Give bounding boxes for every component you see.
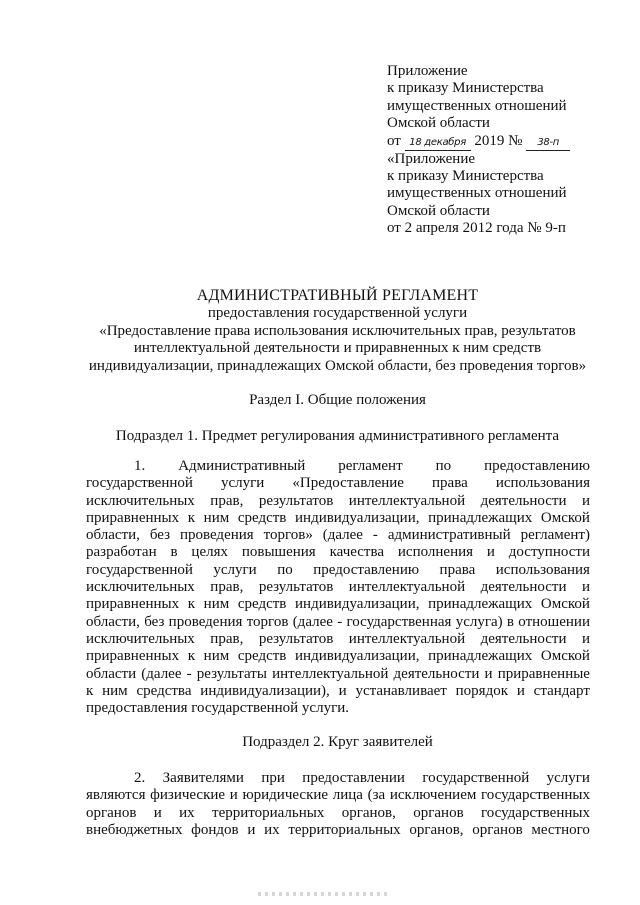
word: регламент [338, 458, 403, 474]
word: без [144, 613, 165, 630]
word: приравненных [86, 596, 180, 613]
appendix-line: от 2 апреля 2012 года № 9-п [387, 220, 566, 237]
word: фондов [191, 821, 239, 838]
word: интеллектуальной [272, 665, 389, 682]
paragraph-line [86, 579, 590, 596]
subsection-heading: Подраздел 2. Круг заявителей [242, 734, 433, 750]
appendix-line: Омской области [387, 115, 490, 132]
word: к [187, 596, 196, 613]
word: права [439, 561, 476, 578]
word: приравненные [497, 665, 590, 682]
word: доступности [508, 544, 590, 561]
word: и [516, 682, 525, 699]
word: стандарт [533, 682, 590, 699]
word: государственной [422, 770, 530, 786]
word: средства [136, 682, 192, 699]
word: средств [237, 509, 287, 526]
word: области, [86, 613, 140, 630]
word: юридические [242, 787, 329, 804]
scan-artifact [258, 892, 388, 896]
word: (за [367, 787, 386, 804]
word: устанавливает [355, 682, 447, 699]
word: «Предоставление [292, 475, 404, 492]
word: деятельности [393, 665, 480, 682]
word: 1. [134, 458, 146, 474]
subtitle-line: предоставления государственной услуги [207, 305, 468, 321]
word: являются [86, 787, 146, 804]
paragraph-line [86, 596, 590, 613]
word: деятельности [480, 630, 567, 647]
paragraph-line [86, 631, 590, 648]
word: права [432, 475, 468, 492]
word: приравненных [86, 648, 180, 665]
word: по [435, 458, 452, 474]
word: услуги [213, 561, 257, 578]
word: интеллектуальной [348, 630, 466, 647]
paragraph-line [86, 822, 590, 839]
word: услуги [220, 475, 265, 492]
document-title: АДМИНИСТРАТИВНЫЙ РЕГЛАМЕНТ [196, 287, 479, 304]
word: в [170, 544, 178, 561]
word: предоставлении [302, 770, 405, 786]
word: органов [413, 804, 464, 821]
word: отношении [518, 613, 590, 630]
handwritten-date: 18 декабря [405, 136, 471, 151]
word: прав, [210, 492, 244, 509]
word: исключением [389, 787, 477, 804]
word: их [264, 821, 280, 838]
word: принадлежащих [428, 596, 533, 613]
appendix-line: имущественных отношений [387, 185, 567, 202]
word: их [179, 804, 195, 821]
subtitle-line: индивидуализации, принадлежащих Омской области, без проведения торгов» [88, 357, 587, 374]
paragraph-line [86, 666, 590, 683]
word: результатов [258, 630, 334, 647]
word: территориальных [288, 821, 401, 838]
word: при [261, 770, 285, 786]
word: исключительных [86, 630, 195, 647]
handwritten-number: 38-п [526, 136, 570, 151]
word: государственной [86, 475, 193, 492]
word: прав, [210, 579, 244, 596]
word: повышения [241, 544, 316, 561]
appendix-line: к приказу Министерства [387, 80, 544, 97]
paragraph-line [86, 493, 590, 510]
word: разработан [86, 544, 157, 561]
paragraph-line [86, 475, 590, 492]
paragraph-line: предоставления государственной услуги. [86, 700, 350, 717]
word: и [247, 821, 256, 838]
word: и [581, 579, 590, 596]
word: (далее [141, 665, 182, 682]
word: Омской [540, 509, 590, 526]
word: принадлежащих [428, 509, 533, 526]
document-subtitle [60, 305, 615, 375]
paragraph-1 [86, 458, 590, 717]
word: порядок [455, 682, 509, 699]
word: торгов [246, 613, 289, 630]
word: регламент) [520, 527, 590, 544]
word: органов, [341, 804, 396, 821]
word: Административный [178, 458, 306, 474]
word: государственных [481, 787, 590, 804]
word: и [153, 804, 162, 821]
appendix-line: имущественных отношений [387, 97, 567, 114]
word: местного [531, 821, 590, 838]
paragraph-line [86, 458, 590, 475]
word: использования [495, 475, 590, 492]
word: к [187, 509, 196, 526]
paragraph-line [86, 648, 590, 665]
word: результатов [258, 579, 334, 596]
paragraph-line [86, 527, 590, 544]
paragraph-line [86, 770, 590, 787]
section-heading: Раздел I. Общие положения [249, 392, 426, 408]
word: предоставлению [313, 561, 420, 578]
subtitle-line: «Предоставление права использования исключительных прав, результатов [99, 322, 576, 339]
word: целях [191, 544, 228, 561]
word: услуги [546, 770, 590, 786]
word: приравненных [86, 509, 180, 526]
word: проведения [168, 613, 243, 630]
word: и [484, 665, 493, 682]
word: государственных [481, 804, 590, 821]
word: результатов [258, 492, 334, 509]
word: индивидуализации, [295, 648, 420, 665]
word: качества [329, 544, 385, 561]
word: индивидуализации, [295, 596, 420, 613]
word: территориальных [212, 804, 325, 821]
word: государственная [346, 613, 452, 630]
appendix-header [387, 63, 617, 238]
appendix-line: Приложение [387, 63, 468, 79]
word: без [149, 527, 171, 544]
word: интеллектуальной [348, 579, 466, 596]
word: предоставлению [484, 458, 590, 474]
appendix-line: «Приложение [387, 150, 476, 167]
word: торгов» [263, 527, 313, 544]
word: к [86, 682, 94, 699]
word: индивидуализации, [295, 509, 420, 526]
word: (далее [322, 527, 363, 544]
word: Заявителями [162, 770, 244, 786]
word: принадлежащих [428, 648, 533, 665]
word: органов [472, 821, 523, 838]
paragraph-line [86, 683, 590, 700]
word: к [187, 648, 196, 665]
word: (далее [292, 613, 333, 630]
word: и [229, 787, 238, 804]
word: области, [86, 527, 140, 544]
word: 2. [134, 770, 146, 786]
word: физические [150, 787, 226, 804]
word: деятельности [480, 492, 567, 509]
word: проведения [179, 527, 254, 544]
paragraph-line [86, 510, 590, 527]
paragraph-2 [86, 770, 590, 839]
subsection-heading: Подраздел 1. Предмет регулирования административного регламента [115, 428, 560, 444]
word: области [86, 665, 137, 682]
word: - [372, 527, 378, 544]
word: лица [332, 787, 363, 804]
word: в [506, 613, 515, 630]
word: и [581, 492, 590, 509]
word: средств [237, 596, 287, 613]
word: исключительных [86, 492, 195, 509]
word: и [338, 682, 347, 699]
word: ним [203, 509, 230, 526]
word: административный [387, 527, 511, 544]
word: результаты [196, 665, 267, 682]
word: услуга) [455, 613, 503, 630]
word: по [277, 561, 293, 578]
word: исключительных [86, 579, 195, 596]
paragraph-line [86, 544, 590, 561]
word: исполнения [397, 544, 474, 561]
word: внебюджетных [86, 821, 183, 838]
word: органов, [409, 821, 464, 838]
order-date-line [387, 133, 617, 151]
word: и [581, 630, 590, 647]
order-prefix: от [387, 132, 401, 149]
word: средств [237, 648, 287, 665]
word: интеллектуальной [348, 492, 466, 509]
word: государственной [86, 561, 193, 578]
word: - [337, 613, 343, 630]
paragraph-line [86, 562, 590, 579]
paragraph-line [86, 614, 590, 631]
paragraph-line [86, 805, 590, 822]
word: ним [102, 682, 128, 699]
word: индивидуализации), [200, 682, 330, 699]
appendix-line: Омской области [387, 202, 490, 219]
word: прав, [210, 630, 244, 647]
word: ним [203, 648, 230, 665]
paragraph-line [86, 787, 590, 804]
word: Омской [540, 596, 590, 613]
word: и [486, 544, 495, 561]
word: ним [203, 596, 230, 613]
word: органов [86, 804, 137, 821]
order-year: 2019 № [474, 132, 523, 149]
word: использования [495, 561, 590, 578]
word: Омской [540, 648, 590, 665]
subtitle-line: интеллектуальной деятельности и приравненных к ним средств [133, 340, 542, 357]
word: деятельности [480, 579, 567, 596]
appendix-line: к приказу Министерства [387, 168, 544, 185]
word: - [186, 665, 192, 682]
